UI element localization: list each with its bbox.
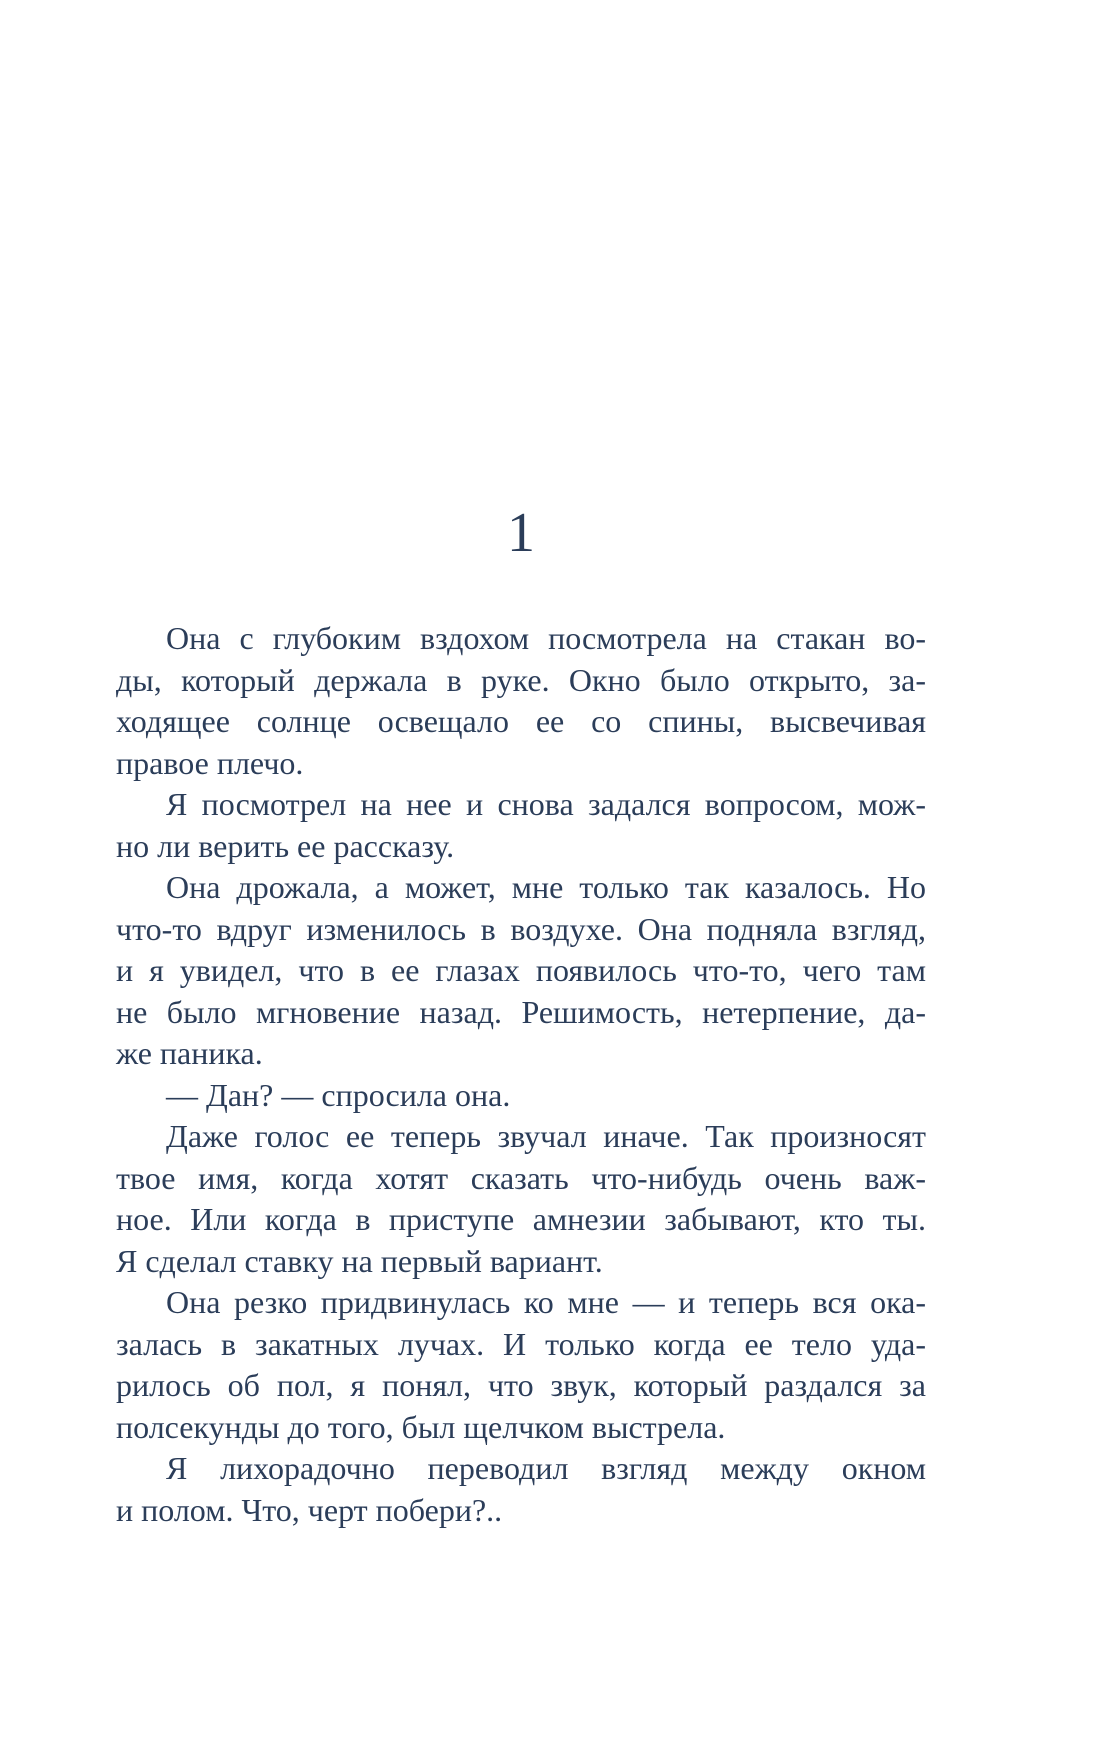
paragraph	[116, 1448, 926, 1531]
text-line: Она резко придвинулась ко мне — и теперь вся ока-	[166, 1284, 926, 1320]
chapter-number: 1	[507, 502, 535, 564]
text-line: Я сделал ставку на первый вариант.	[116, 1242, 603, 1279]
paragraph	[116, 1282, 926, 1448]
text-line: же паника.	[116, 1035, 263, 1071]
paragraph	[116, 784, 926, 867]
text-line: но ли верить ее рассказу.	[116, 827, 455, 864]
text-line: ды, который держала в руке. Окно было открыто, за-	[116, 661, 926, 698]
paragraph	[116, 1075, 926, 1117]
paragraph	[116, 867, 926, 1075]
text-line: рилось об пол, я понял, что звук, который раздался за	[116, 1367, 926, 1403]
text-line: Она с глубоким вздохом посмотрела на стакан во-	[166, 620, 926, 656]
text-line: и я увидел, что в ее глазах появилось что-то, чего там	[116, 952, 926, 988]
text-line: — Дан? — спросила она.	[166, 1076, 511, 1113]
text-line: ходящее солнце освещало ее со спины, высвечивая	[116, 703, 926, 739]
text-block	[116, 618, 926, 1531]
text-line: правое плечо.	[116, 744, 304, 781]
text-line: и полом. Что, черт побери?..	[116, 1491, 503, 1528]
text-line: что-то вдруг изменилось в воздухе. Она подняла взгляд,	[116, 910, 926, 947]
text-line: твое имя, когда хотят сказать что-нибудь очень важ-	[116, 1159, 926, 1196]
text-line: не было мгновение назад. Решимость, нетерпение, да-	[116, 993, 926, 1030]
text-line: ное. Или когда в приступе амнезии забывают, кто ты.	[116, 1201, 926, 1237]
text-line: залась в закатных лучах. И только когда ее тело уда-	[116, 1325, 926, 1362]
text-line: Даже голос ее теперь звучал иначе. Так произносят	[166, 1118, 926, 1154]
text-line: Она дрожала, а может, мне только так казалось. Но	[166, 869, 926, 905]
text-line: полсекунды до того, был щелчком выстрела.	[116, 1408, 726, 1445]
text-line: Я посмотрел на нее и снова задался вопросом, мож-	[166, 786, 926, 822]
paragraph	[116, 1116, 926, 1282]
paragraph	[116, 618, 926, 784]
text-line: Я лихорадочно переводил взгляд между окном	[166, 1450, 926, 1486]
